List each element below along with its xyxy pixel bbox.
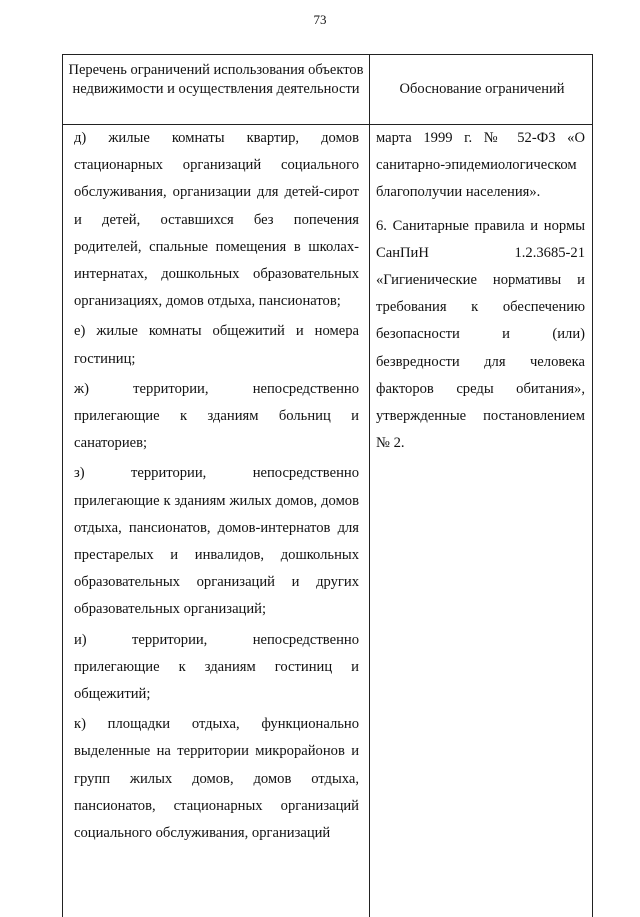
page-number: 73 [313,12,327,27]
restriction-item-e: е) жилые комнаты общежитий и номера гостиниц; [74,323,359,367]
header-restrictions-list: Перечень ограничений использования объектов недвижимости и осуществления деятельности [68,62,364,97]
restriction-item-i: и) территории, непосредственно прилегающие к зданиям гостиниц и общежитий; [74,631,359,703]
restriction-item-d: д) жилые комнаты квартир, домов стационарных организаций социального обслуживания, организации для детей-сирот и детей, оставшихся без попечения родителей, спальные помещения в школах-интернатах, дошкольных образовательных организациях, домов отдыха, пансионатов; [74,130,359,310]
justification-item-sanpin: 6. Санитарные правила и нормы СанПиН 1.2.3685-21 «Гигиенические нормативы и требования к обеспечению безопасности и (или) безвредности для человека факторов среды обитания», утвержденные постановлением № 2. [376,217,585,452]
restriction-item-k: к) площадки отдыха, функционально выделенные на территории микрорайонов и групп жилых домов, домов отдыха, пансионатов, стационарных организаций социального обслуживания, организаций [74,716,359,842]
column-divider [369,55,370,917]
restriction-item-zh: ж) территории, непосредственно прилегающие к зданиям больниц и санаториев; [74,380,359,452]
header-justification: Обоснование ограничений [399,81,565,97]
justification-column [376,125,585,463]
restriction-item-z: з) территории, непосредственно прилегающие к зданиям жилых домов, домов отдыха, пансионатов, домов-интернатов для престарелых и инвалидов, дошкольных образовательных организаций и других образовательных организаций; [74,465,359,618]
restrictions-column [74,125,359,850]
restrictions-table [62,54,593,917]
justification-item-law: марта 1999 г. № 52-ФЗ «О санитарно-эпидемиологическом благополучии населения». [376,130,585,201]
